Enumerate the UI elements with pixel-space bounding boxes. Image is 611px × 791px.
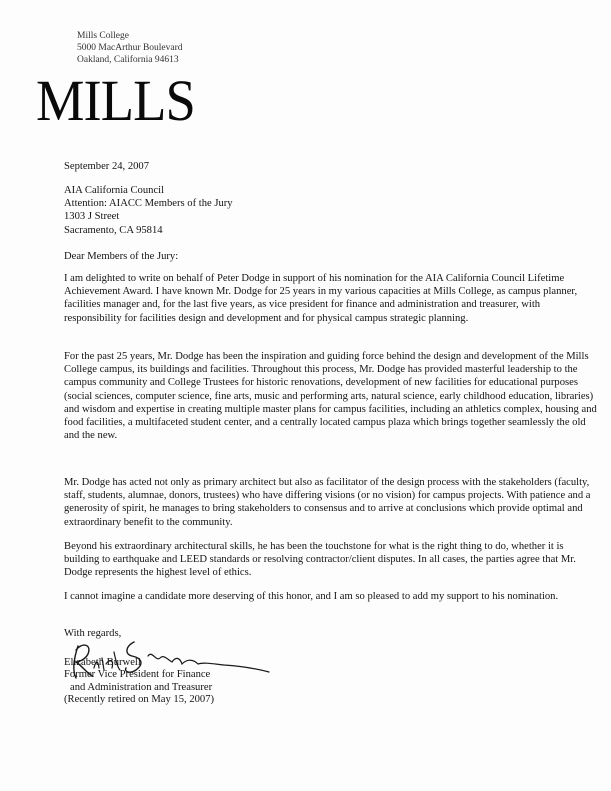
address-line-city: Oakland, California 94613 xyxy=(77,55,179,65)
signer-title-line1: Former Vice President for Finance xyxy=(64,669,211,681)
paragraph-ethics: Beyond his extraordinary architectural skills, he has been the touchstone for what is the right thing to do, whether it is building to earthquake and LEED standards or resolving contractor/client disputes. In all cases, the parties agree that Mr. Dodge represents the highest level of ethics. xyxy=(64,541,576,579)
recipient-address xyxy=(64,184,598,237)
mills-logo: MILLS xyxy=(36,68,195,133)
signer-note: (Recently retired on May 15, 2007) xyxy=(64,694,215,706)
return-address xyxy=(77,30,183,66)
signer-name: Elizabeth Burwell xyxy=(64,657,141,668)
address-line-street: 5000 MacArthur Boulevard xyxy=(77,43,183,53)
paragraph-conclusion: I cannot imagine a candidate more deserving of this honor, and I am so pleased to add my support to his nomination. xyxy=(64,591,559,602)
address-line-institution: Mills College xyxy=(77,31,129,41)
paragraph-introduction: I am delighted to write on behalf of Peter Dodge in support of his nomination for the AIA California Council Lifetime Achievement Award. I have known Mr. Dodge for 25 years in my various capacities at Mills College, as campus planner, facilities manager and, for the last five years, as vice president for finance and administration and treasurer, with responsibility for facilities design and development and for physical campus strategic planning. xyxy=(64,273,578,324)
closing: With regards, xyxy=(64,628,122,639)
signer-title-line2: and Administration and Treasurer xyxy=(70,681,213,693)
salutation: Dear Members of the Jury: xyxy=(64,251,179,262)
recipient-line-street: 1303 J Street xyxy=(64,211,120,223)
recipient-line-org: AIA California Council xyxy=(64,185,165,196)
paragraph-facilitator: Mr. Dodge has acted not only as primary architect but also as facilitator of the design process with the stakeholders (faculty, staff, students, alumnae, donors, trustees) who have differing visions (or no vision) for campus projects. With patience and a generosity of spirit, he manages to bring stakeholders to consensus and to arrive at conclusions which provide optimal and extraordinary benefit to the community. xyxy=(64,477,591,528)
signature-block xyxy=(64,657,214,707)
recipient-line-city: Sacramento, CA 95814 xyxy=(64,224,163,236)
paragraph-campus-leadership: For the past 25 years, Mr. Dodge has been the inspiration and guiding force behind the design and development of the Mills College campus, its buildings and facilities. Throughout this process, Mr. Dodge has provided masterful leadership to the campus community and College Trustees for historic renovations, development of new facilities for educational purposes (social sciences, computer science, fine arts, music and performing arts, natural science, early childhood education, libraries) and wisdom and expertise in creating multiple master plans for campus facilities, including an athletics complex, housing and food facilities, a multifaceted student center, and a centrally located campus plaza which brings together seamlessly the old and the new. xyxy=(64,351,597,442)
recipient-line-attention: Attention: AIACC Members of the Jury xyxy=(64,198,233,210)
letter-date: September 24, 2007 xyxy=(64,161,150,172)
